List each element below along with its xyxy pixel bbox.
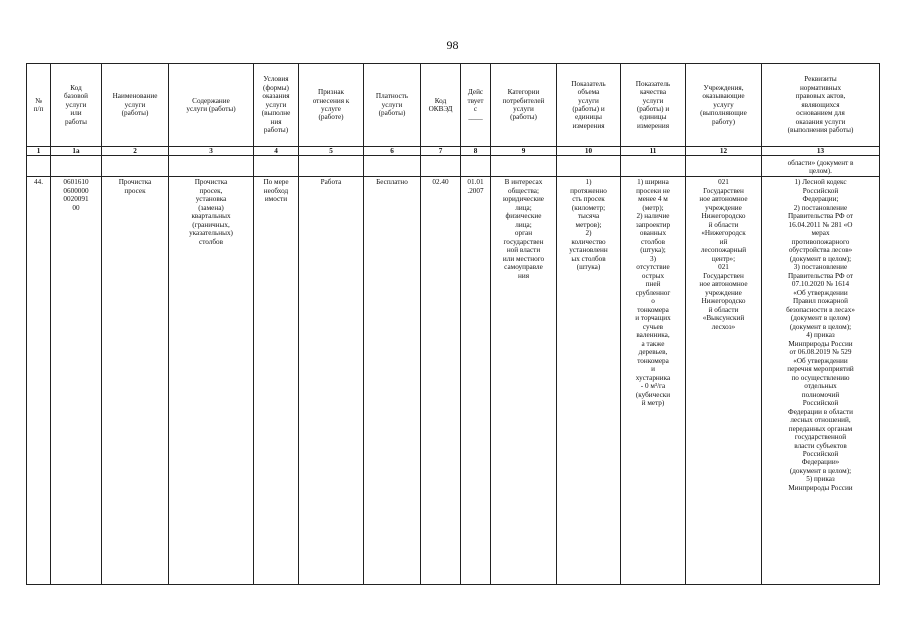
column-number-cell: 12 xyxy=(686,147,762,156)
column-number-cell: 2 xyxy=(102,147,169,156)
continuation-row xyxy=(27,156,880,177)
header-cell-valid-from: Дейс твует с ____ xyxy=(461,64,491,147)
row-volume-indicator: 1) протяженно сть просек (километр; тысяча метров); 2) количество установленн ых столбов (штука) xyxy=(557,177,621,585)
empty-cell xyxy=(421,156,461,177)
column-number-cell: 1а xyxy=(51,147,102,156)
row-payment: Бесплатно xyxy=(364,177,421,585)
column-number-cell: 1 xyxy=(27,147,51,156)
column-number-cell: 7 xyxy=(421,147,461,156)
row-legal-acts: 1) Лесной кодекс Российской Федерации; 2) постановление Правительства РФ от 16.04.2011 № 281 «О мерах противопожарного обустройства лесов» (документ в целом); 3) постановление Правительства РФ от 07.10.2020 № 1614 «Об утверждении Правил пожарной безопасности в лесах» (документ в целом) (документ в целом); 4) приказ Минприроды России от 06.08.2019 № 529 «Об утверждении перечня мероприятий по осуществлению отдельных полномочий Российской Федерации в области лесных отношений, переданных органам государственной власти субъектов Российской Федерации» (документ в целом); 5) приказ Минприроды России xyxy=(762,177,880,585)
empty-cell xyxy=(299,156,364,177)
continuation-legal-acts: области» (документ в целом). xyxy=(762,156,880,177)
row-valid-from: 01.01 .2007 xyxy=(461,177,491,585)
row-sign: Работа xyxy=(299,177,364,585)
header-cell-quality: Показатель качества услуги (работы) и единицы измерения xyxy=(621,64,686,147)
empty-cell xyxy=(686,156,762,177)
row-service-content: Прочистка просек, установка (замена) квартальных (граничных, указательных) столбов xyxy=(169,177,254,585)
header-cell-categories: Категории потребителей услуги (работы) xyxy=(491,64,557,147)
services-registry-table xyxy=(26,63,880,585)
row-okved: 02.40 xyxy=(421,177,461,585)
header-cell-payment: Платность услуги (работы) xyxy=(364,64,421,147)
empty-cell xyxy=(169,156,254,177)
header-cell-volume: Показатель объема услуги (работы) и единицы измерения xyxy=(557,64,621,147)
header-cell-number: № п/п xyxy=(27,64,51,147)
empty-cell xyxy=(254,156,299,177)
row-consumer-categories: В интересах общества; юридические лица; физические лица; орган государствен ной власти или местного самоуправле ния xyxy=(491,177,557,585)
header-row xyxy=(27,64,880,147)
header-cell-legal-acts: Реквизиты нормативных правовых актов, являющихся основанием для оказания услуги (выполнения работы) xyxy=(762,64,880,147)
empty-cell xyxy=(557,156,621,177)
header-cell-name: Наименование услуги (работы) xyxy=(102,64,169,147)
column-number-cell: 4 xyxy=(254,147,299,156)
table-row xyxy=(27,177,880,585)
row-institutions: 021 Государствен ное автономное учреждение Нижегородско й области «Нижегородск ий лесопожарный центр»; 021 Государствен ное автономное учреждение Нижегородско й области «Выксунский лесхоз» xyxy=(686,177,762,585)
empty-cell xyxy=(102,156,169,177)
header-cell-okved: Код ОКВЭД xyxy=(421,64,461,147)
header-cell-code: Код базовой услуги или работы xyxy=(51,64,102,147)
column-number-cell: 3 xyxy=(169,147,254,156)
header-cell-sign: Признак отнесения к услуге (работе) xyxy=(299,64,364,147)
empty-cell xyxy=(364,156,421,177)
row-service-code: 0601610 0600000 0020091 00 xyxy=(51,177,102,585)
column-number-cell: 9 xyxy=(491,147,557,156)
column-number-cell: 5 xyxy=(299,147,364,156)
row-quality-indicator: 1) ширина просеки не менее 4 м (метр); 2) наличие запроектир ованных столбов (штука); 3) отсутствие острых пней срубленног о тонкомера и торчащих сучьев валенника, а также деревьев, тонкомера и хустарника - 0 м³/га (кубически й метр) xyxy=(621,177,686,585)
column-number-row xyxy=(27,147,880,156)
row-number: 44. xyxy=(27,177,51,585)
column-number-cell: 6 xyxy=(364,147,421,156)
column-number-cell: 8 xyxy=(461,147,491,156)
column-number-cell: 10 xyxy=(557,147,621,156)
header-cell-content: Содержание услуги (работы) xyxy=(169,64,254,147)
header-cell-institutions: Учреждения, оказывающие услугу (выполняющие работу) xyxy=(686,64,762,147)
row-conditions: По мере необход имости xyxy=(254,177,299,585)
header-cell-conditions: Условия (формы) оказания услуги (выполне ния работы) xyxy=(254,64,299,147)
empty-cell xyxy=(621,156,686,177)
empty-cell xyxy=(51,156,102,177)
row-service-name: Прочистка просек xyxy=(102,177,169,585)
page-number: 98 xyxy=(446,38,459,52)
empty-cell xyxy=(461,156,491,177)
column-number-cell: 13 xyxy=(762,147,880,156)
empty-cell xyxy=(491,156,557,177)
column-number-cell: 11 xyxy=(621,147,686,156)
empty-cell xyxy=(27,156,51,177)
